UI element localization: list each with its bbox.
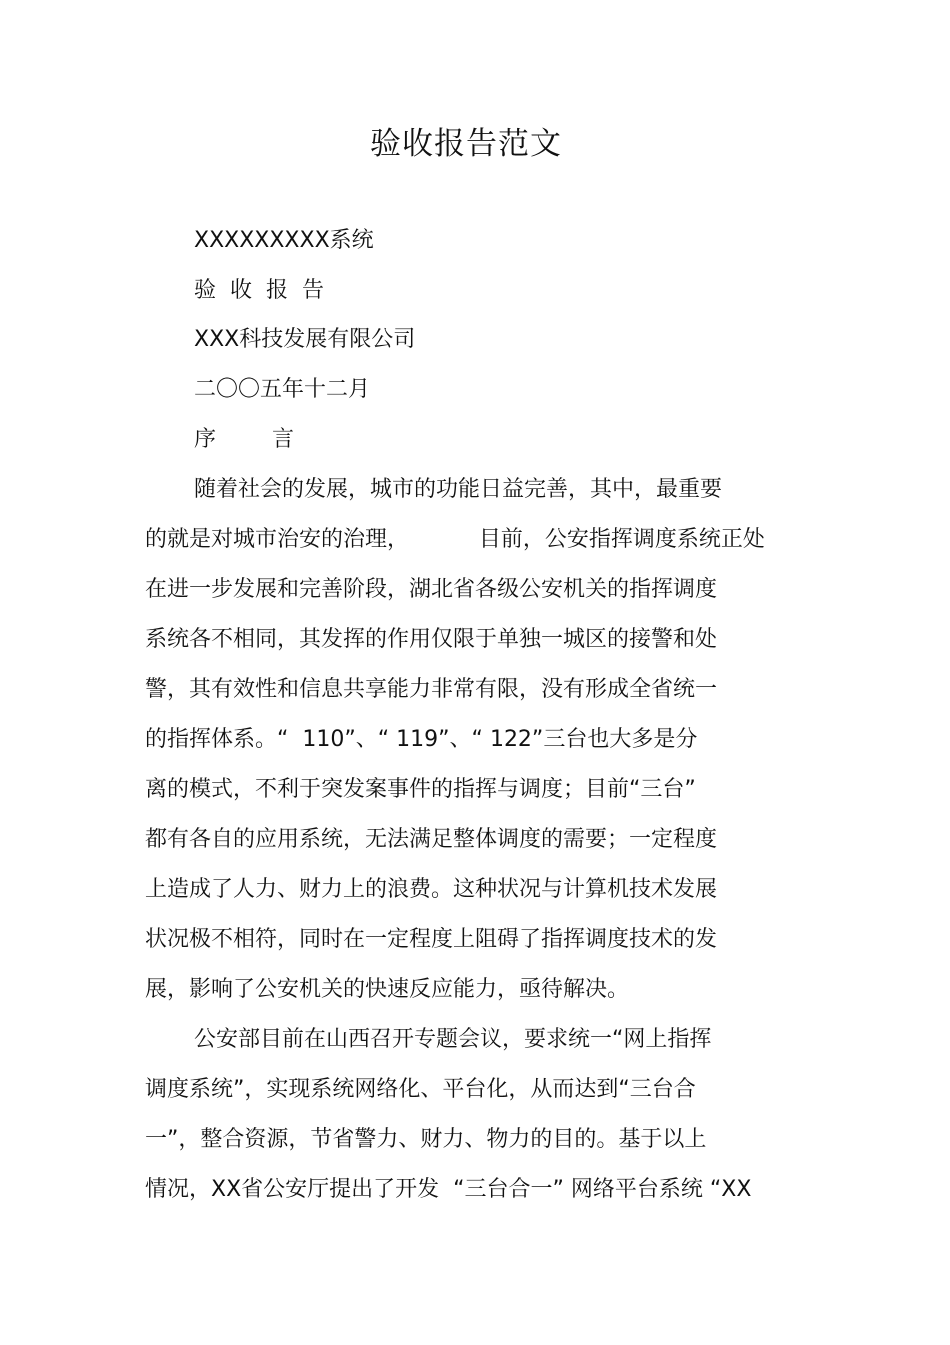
- date-line: 二〇〇五年十二月: [194, 377, 371, 402]
- paragraph-line: 的指挥体系。“ 110”、“ 119”、“ 122”三台也大多是分: [145, 727, 698, 752]
- system-name-line: XXXXXXXXX系统: [194, 228, 374, 253]
- paragraph-line: 一”，整合资源，节省警力、财力、物力的目的。基于以上: [145, 1127, 707, 1152]
- paragraph-line: 的就是对城市治安的治理， 目前，公安指挥调度系统正处: [145, 527, 765, 552]
- paragraph-line: 在进一步发展和完善阶段，湖北省各级公安机关的指挥调度: [145, 577, 718, 602]
- paragraph-line: 公安部目前在山西召开专题会议，要求统一“网上指挥: [194, 1027, 712, 1052]
- paragraph-line: 警，其有效性和信息共享能力非常有限，没有形成全省统一: [145, 677, 718, 702]
- paragraph-line: 上造成了人力、财力上的浪费。这种状况与计算机技术发展: [145, 877, 718, 902]
- paragraph-line: 随着社会的发展，城市的功能日益完善，其中，最重要: [194, 477, 723, 502]
- paragraph-line: 调度系统”，实现系统网络化、平台化，从而达到“三台合: [145, 1077, 696, 1102]
- paragraph-line: 状况极不相符，同时在一定程度上阻碍了指挥调度技术的发: [145, 927, 718, 952]
- report-label-line: 验 收 报 告: [194, 278, 324, 303]
- paragraph-line: 都有各自的应用系统，无法满足整体调度的需要；一定程度: [145, 827, 718, 852]
- document-title: 验收报告范文: [370, 126, 562, 162]
- paragraph-line: 系统各不相同，其发挥的作用仅限于单独一城区的接警和处: [145, 627, 718, 652]
- preface-heading: 序 言: [194, 427, 294, 452]
- paragraph-line: 情况，XX省公安厅提出了开发 “三台合一” 网络平台系统 “XX: [145, 1177, 752, 1202]
- company-line: XXX科技发展有限公司: [194, 327, 416, 352]
- paragraph-line: 展，影响了公安机关的快速反应能力，亟待解决。: [145, 977, 630, 1002]
- paragraph-line: 离的模式，不利于突发案事件的指挥与调度；目前“三台”: [145, 777, 696, 802]
